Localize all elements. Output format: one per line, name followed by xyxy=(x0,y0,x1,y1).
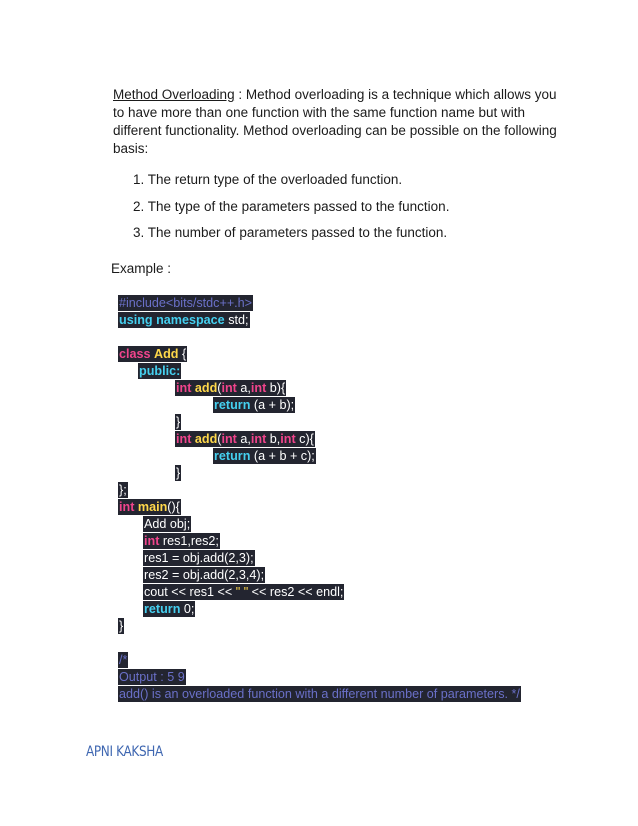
code-line-public: public: xyxy=(139,364,181,378)
code-line-class-end: }; xyxy=(119,483,127,497)
code-line-include: #include<bits/stdc++.h> xyxy=(119,296,253,310)
code-comment-output: Output : 5 9 xyxy=(119,670,185,684)
code-line-return-ab: return (a + b); xyxy=(214,398,295,412)
code-block xyxy=(118,295,521,703)
code-line-obj: Add obj; xyxy=(144,517,191,531)
intro-text: : Method overloading is a technique which allows you to have more than one function with the same function name but with different functionality. Method overloading can be possible on the following basis: xyxy=(113,87,557,156)
code-line-class: class Add { xyxy=(119,347,187,361)
code-comment-note: add() is an overloaded function with a different number of parameters. */ xyxy=(119,687,520,701)
code-line-close-brace: } xyxy=(176,466,181,480)
code-line-res1: res1 = obj.add(2,3); xyxy=(144,551,254,565)
code-line-res2: res2 = obj.add(2,3,4); xyxy=(144,568,265,582)
code-line-cout: cout << res1 << " " << res2 << endl; xyxy=(144,585,344,599)
code-line-blank xyxy=(118,329,521,346)
code-line-main: int main(){ xyxy=(119,500,180,514)
code-line-close-brace: } xyxy=(176,415,181,429)
footer-brand: APNI KAKSHA xyxy=(86,744,163,760)
code-line-blank xyxy=(118,635,521,652)
code-line-namespace: using namespace std; xyxy=(119,313,249,327)
list-item: 3. The number of parameters passed to the function. xyxy=(133,225,448,240)
example-label: Example : xyxy=(111,261,172,276)
code-line-add3-decl: int add(int a,int b,int c){ xyxy=(176,432,314,446)
list-item: 1. The return type of the overloaded function. xyxy=(133,172,403,187)
intro-paragraph xyxy=(113,86,563,158)
method-overloading-term: Method Overloading xyxy=(113,87,235,102)
code-line-return-abc: return (a + b + c); xyxy=(214,449,315,463)
code-line-add2-decl: int add(int a,int b){ xyxy=(176,381,286,395)
code-comment-open: /* xyxy=(119,653,128,667)
basis-list xyxy=(133,171,553,251)
code-line-main-end: } xyxy=(119,619,124,633)
list-item: 2. The type of the parameters passed to the function. xyxy=(133,198,450,214)
code-line-return0: return 0; xyxy=(144,602,195,616)
code-line-res-decl: int res1,res2; xyxy=(144,534,219,548)
